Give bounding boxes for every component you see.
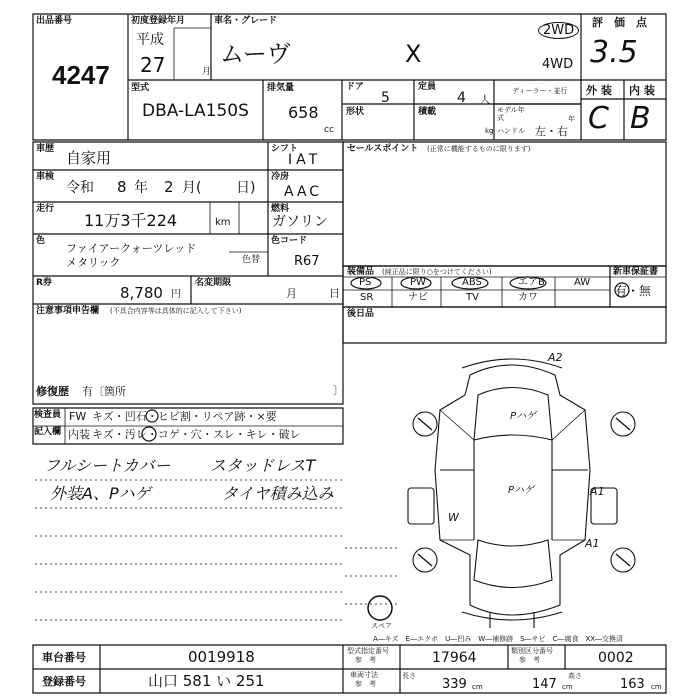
shift-value: IAT [288,152,322,168]
model-year-unit: 年 [568,115,575,123]
model-label: 型式 [131,83,150,93]
inspector-row1-head: FW [69,410,87,423]
inspection-era: 令和 [66,180,94,196]
inspection-year: 8 [117,178,127,196]
inspection-label: 車検 [36,172,55,182]
category-label: 類別区分番号 [511,647,553,655]
dealer-label: ディーラー・並行 [512,87,568,95]
exterior-label: 外 装 [586,84,612,97]
model-code: DBA-LA150S [142,101,249,121]
sales-point-label: セールスポイント [347,144,419,154]
car-name: ムーヴ [220,40,291,68]
inspection-year-unit: 年 [134,180,148,196]
car-grade: X [405,40,422,68]
category-value: 0002 [598,650,634,666]
model-year-label: モデル年式 [497,106,525,122]
handwritten-line1b: スタッドレスT [210,456,316,475]
exterior-grade: C [588,101,609,136]
displacement-value: 658 [288,103,319,122]
interior-grade: B [630,101,651,136]
type-cert-value: 17964 [432,650,477,666]
inspection-day-unit: 日) [236,180,256,196]
dims-height-unit: cm [651,683,662,691]
equip-aw: AW [574,277,591,288]
handle-value: 左・右 [535,125,568,138]
equip-airbag: エアB [518,277,545,288]
mileage-label: 走行 [36,204,55,214]
handwritten-line2: 外装A、Pハゲ [50,484,151,503]
mark-w: W [448,511,459,524]
color-value-line2: メタリック [66,256,121,269]
dims-height: 163 [620,677,645,692]
equip-abs: ABS [462,277,482,288]
inspection-month-unit: 月( [182,180,202,196]
capacity-unit: 人 [480,95,490,106]
dims-length-label: 長さ [402,672,416,680]
equip-navi: ナビ [408,292,428,303]
year-month-unit: 月 [202,67,212,77]
year-label: 初度登録年月 [131,16,186,26]
handwritten-line1: フルシートカバー [44,456,171,475]
chassis-value: 0019918 [188,648,255,666]
inspector-label-2: 記入欄 [34,427,62,437]
after-parts-label: 後日品 [347,309,375,319]
mark-a1-lower: A1 [585,537,600,550]
plate-label: 登録番号 [42,675,86,688]
history-label: 車歴 [36,144,55,154]
color-code-value: R67 [294,254,320,269]
car-label: 車名・グレード [214,16,278,26]
dims-sub: 参 考 [355,680,376,688]
recycle-label: R券 [36,278,52,288]
lot-number: 4247 [52,60,110,90]
color-value-line1: ファイアークォーツレッド [66,242,197,255]
fuel-value: ガソリン [272,214,328,230]
mark-a2: A2 [548,351,563,364]
plate-value: 山口 581 い 251 [148,672,265,690]
inspector-row2-head: 内装 [68,428,90,441]
repair-close: 〕 [333,384,344,397]
damage-legend: A―キズ E―エクボ U―凹み W―補修跡 S―サビ C―腐食 XX―交換済 [373,635,624,643]
mark-paint-hood: Pハゲ [510,411,537,422]
notes-sub: (不具合内容等は具体的に記入して下さい) [110,307,242,315]
inspector-row1: キズ・凹石・ヒビ割・リペア跡・×要 [92,410,277,423]
mileage-value: 11万3千224 [84,211,178,230]
lot-label: 出品番号 [36,16,73,26]
equip-leather: カワ [518,292,538,303]
mark-a1-upper: A1 [590,485,605,498]
equip-ps: PS [359,277,372,288]
interior-label: 内 装 [629,84,655,97]
fuel-label: 燃料 [271,204,290,214]
year-value: 27 [140,53,166,77]
doors-value: 5 [381,90,390,106]
load-label: 積載 [418,107,437,117]
name-change-day: 日 [329,287,340,300]
category-sub: 参 考 [519,656,540,664]
dims-label: 車両寸法 [350,671,378,679]
history-value: 自家用 [66,149,112,167]
name-change-month: 月 [286,287,297,300]
repair-value: 有〔箇所 [82,385,126,398]
ac-value: AAC [284,184,323,200]
inspection-month: 2 [164,178,174,196]
mark-paint-roof: Pハゲ [508,485,535,496]
handwritten-line2b: タイヤ積み込み [222,484,334,503]
equipment-sub: (純正品に限り○をつけてください) [382,268,492,276]
equip-sr: SR [360,292,374,303]
repair-label: 修復歴 [36,385,69,398]
shape-label: 形状 [346,107,365,117]
equip-tv: TV [466,292,479,303]
year-era: 平成 [136,32,164,48]
equipment-label: 装備品 [347,267,375,277]
capacity-value: 4 [457,90,466,106]
type-cert-sub: 参 考 [355,656,376,664]
drive-2wd: 2WD [538,22,579,39]
color-code-label: 色コード [271,236,308,246]
drive-4wd: 4WD [542,57,574,72]
dims-length: 339 [442,677,467,692]
capacity-label: 定員 [418,82,437,92]
inspector-label-1: 検査員 [34,410,62,420]
mileage-unit: km [215,217,231,228]
recycle-value: 8,780 [120,284,163,302]
handle-label: ハンドル [497,127,525,135]
name-change-label: 名変期限 [195,278,232,288]
type-cert-label: 型式指定番号 [347,647,389,655]
shift-label: シフト [271,144,299,154]
sales-point-sub: (正常に機能するものに限ります) [427,145,531,153]
score-label: 評 価 点 [592,16,647,29]
displacement-unit: cc [324,125,334,135]
score-value: 3.5 [590,35,638,70]
dims-width: 147 [532,677,557,692]
warranty-value: 有・無 [615,284,652,298]
spare-label: スペア [371,622,392,630]
load-unit: kg [485,127,494,135]
chassis-label: 車台番号 [42,651,86,664]
doors-label: ドア [346,82,364,92]
recycle-unit: 円 [171,289,181,300]
dims-width-unit: cm [562,683,573,691]
inspector-row2: キズ・汚レ・コゲ・穴・スレ・キレ・破レ [92,428,301,441]
displacement-label: 排気量 [267,83,295,93]
dims-length-unit: cm [472,683,483,691]
dims-height-label: 高さ [568,672,582,680]
equip-pw: PW [410,277,426,288]
ac-label: 冷房 [271,172,290,182]
notes-label: 注意事項申告欄 [36,306,100,316]
color-label: 色 [36,236,46,246]
color-change-label: 色替 [242,255,261,265]
warranty-label: 新車保証書 [613,267,659,277]
